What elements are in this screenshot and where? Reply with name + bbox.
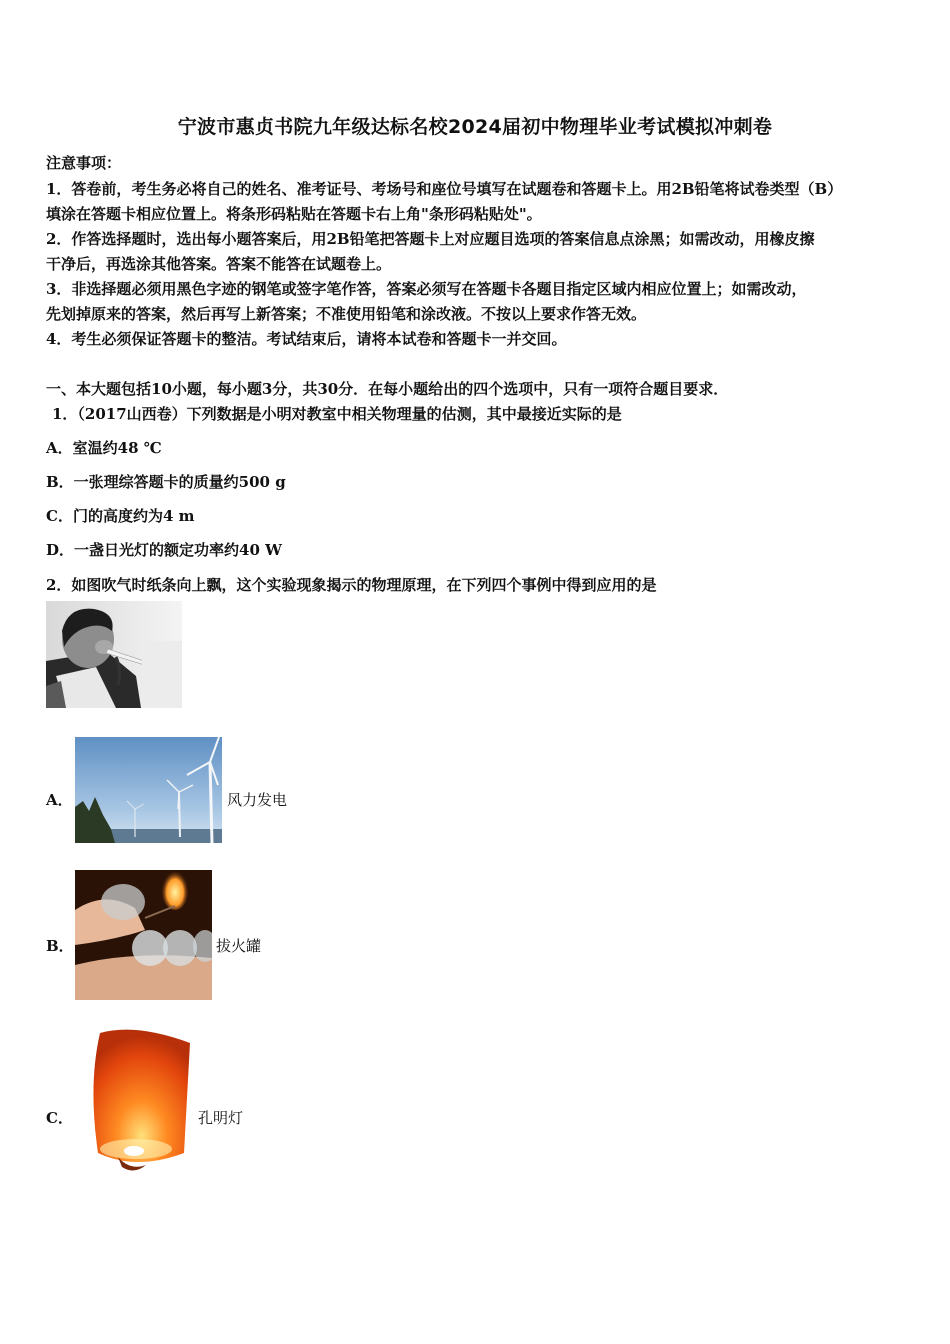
notice-heading: 注意事项：	[46, 154, 122, 172]
q2-stem: 2．如图吹气时纸条向上飘，这个实验现象揭示的物理原理，在下列四个事例中得到应用的是	[46, 576, 657, 594]
section-heading: 一、本大题包括10小题，每小题3分，共30分．在每小题给出的四个选项中，只有一项符合题目要求．	[46, 380, 729, 398]
notice-line-3b: 先划掉原来的答案，然后再写上新答案；不准使用铅笔和涂改液。不按以上要求作答无效。	[46, 305, 647, 323]
q2-option-b-letter: B．	[46, 937, 74, 955]
notice-line-2a: 2．作答选择题时，选出每小题答案后，用2B铅笔把答题卡上对应题目选项的答案信息点涂黑；如需改动，用橡皮擦	[46, 230, 815, 248]
q1-option-d: D．一盏日光灯的额定功率约40 W	[46, 541, 282, 559]
notice-line-2b: 干净后，再选涂其他答案。答案不能答在试题卷上。	[46, 255, 392, 273]
q2-option-a-letter: A．	[46, 791, 73, 809]
notice-line-1a: 1．答卷前，考生务必将自己的姓名、准考证号、考场号和座位号填写在试题卷和答题卡上。用2B铅笔将试卷类型（B）	[46, 180, 843, 198]
notice-line-1b: 填涂在答题卡相应位置上。将条形码粘贴在答题卡右上角"条形码粘贴处"。	[46, 205, 542, 223]
notice-line-4: 4．考生必须保证答题卡的整洁。考试结束后，请将本试卷和答题卡一并交回。	[46, 330, 567, 348]
exam-title: 宁波市惠贞书院九年级达标名校2024届初中物理毕业考试模拟冲刺卷	[177, 116, 773, 138]
sky-lantern-image	[78, 1025, 194, 1175]
notice-line-3a: 3．非选择题必须用黑色字迹的钢笔或签字笔作答，答案必须写在答题卡各题目指定区域内相应位置上；如需改动，	[46, 280, 807, 298]
q1-option-c: C．门的高度约为4 m	[46, 507, 195, 525]
q1-option-b: B．一张理综答题卡的质量约500 g	[46, 473, 286, 491]
q2-option-b-text: 拔火罐	[216, 937, 262, 955]
q1-option-a: A．室温约48 ℃	[46, 439, 162, 457]
wind-turbine-image	[75, 737, 222, 843]
q1-stem: 1．（2017山西卷）下列数据是小明对教室中相关物理量的估测，其中最接近实际的是	[52, 405, 622, 423]
boy-blowing-paper-image	[46, 601, 182, 708]
q2-option-c-text: 孔明灯	[198, 1109, 244, 1127]
q2-option-a-text: 风力发电	[227, 791, 288, 809]
q2-option-c-letter: C．	[46, 1109, 73, 1127]
fire-cupping-image	[75, 870, 212, 1000]
